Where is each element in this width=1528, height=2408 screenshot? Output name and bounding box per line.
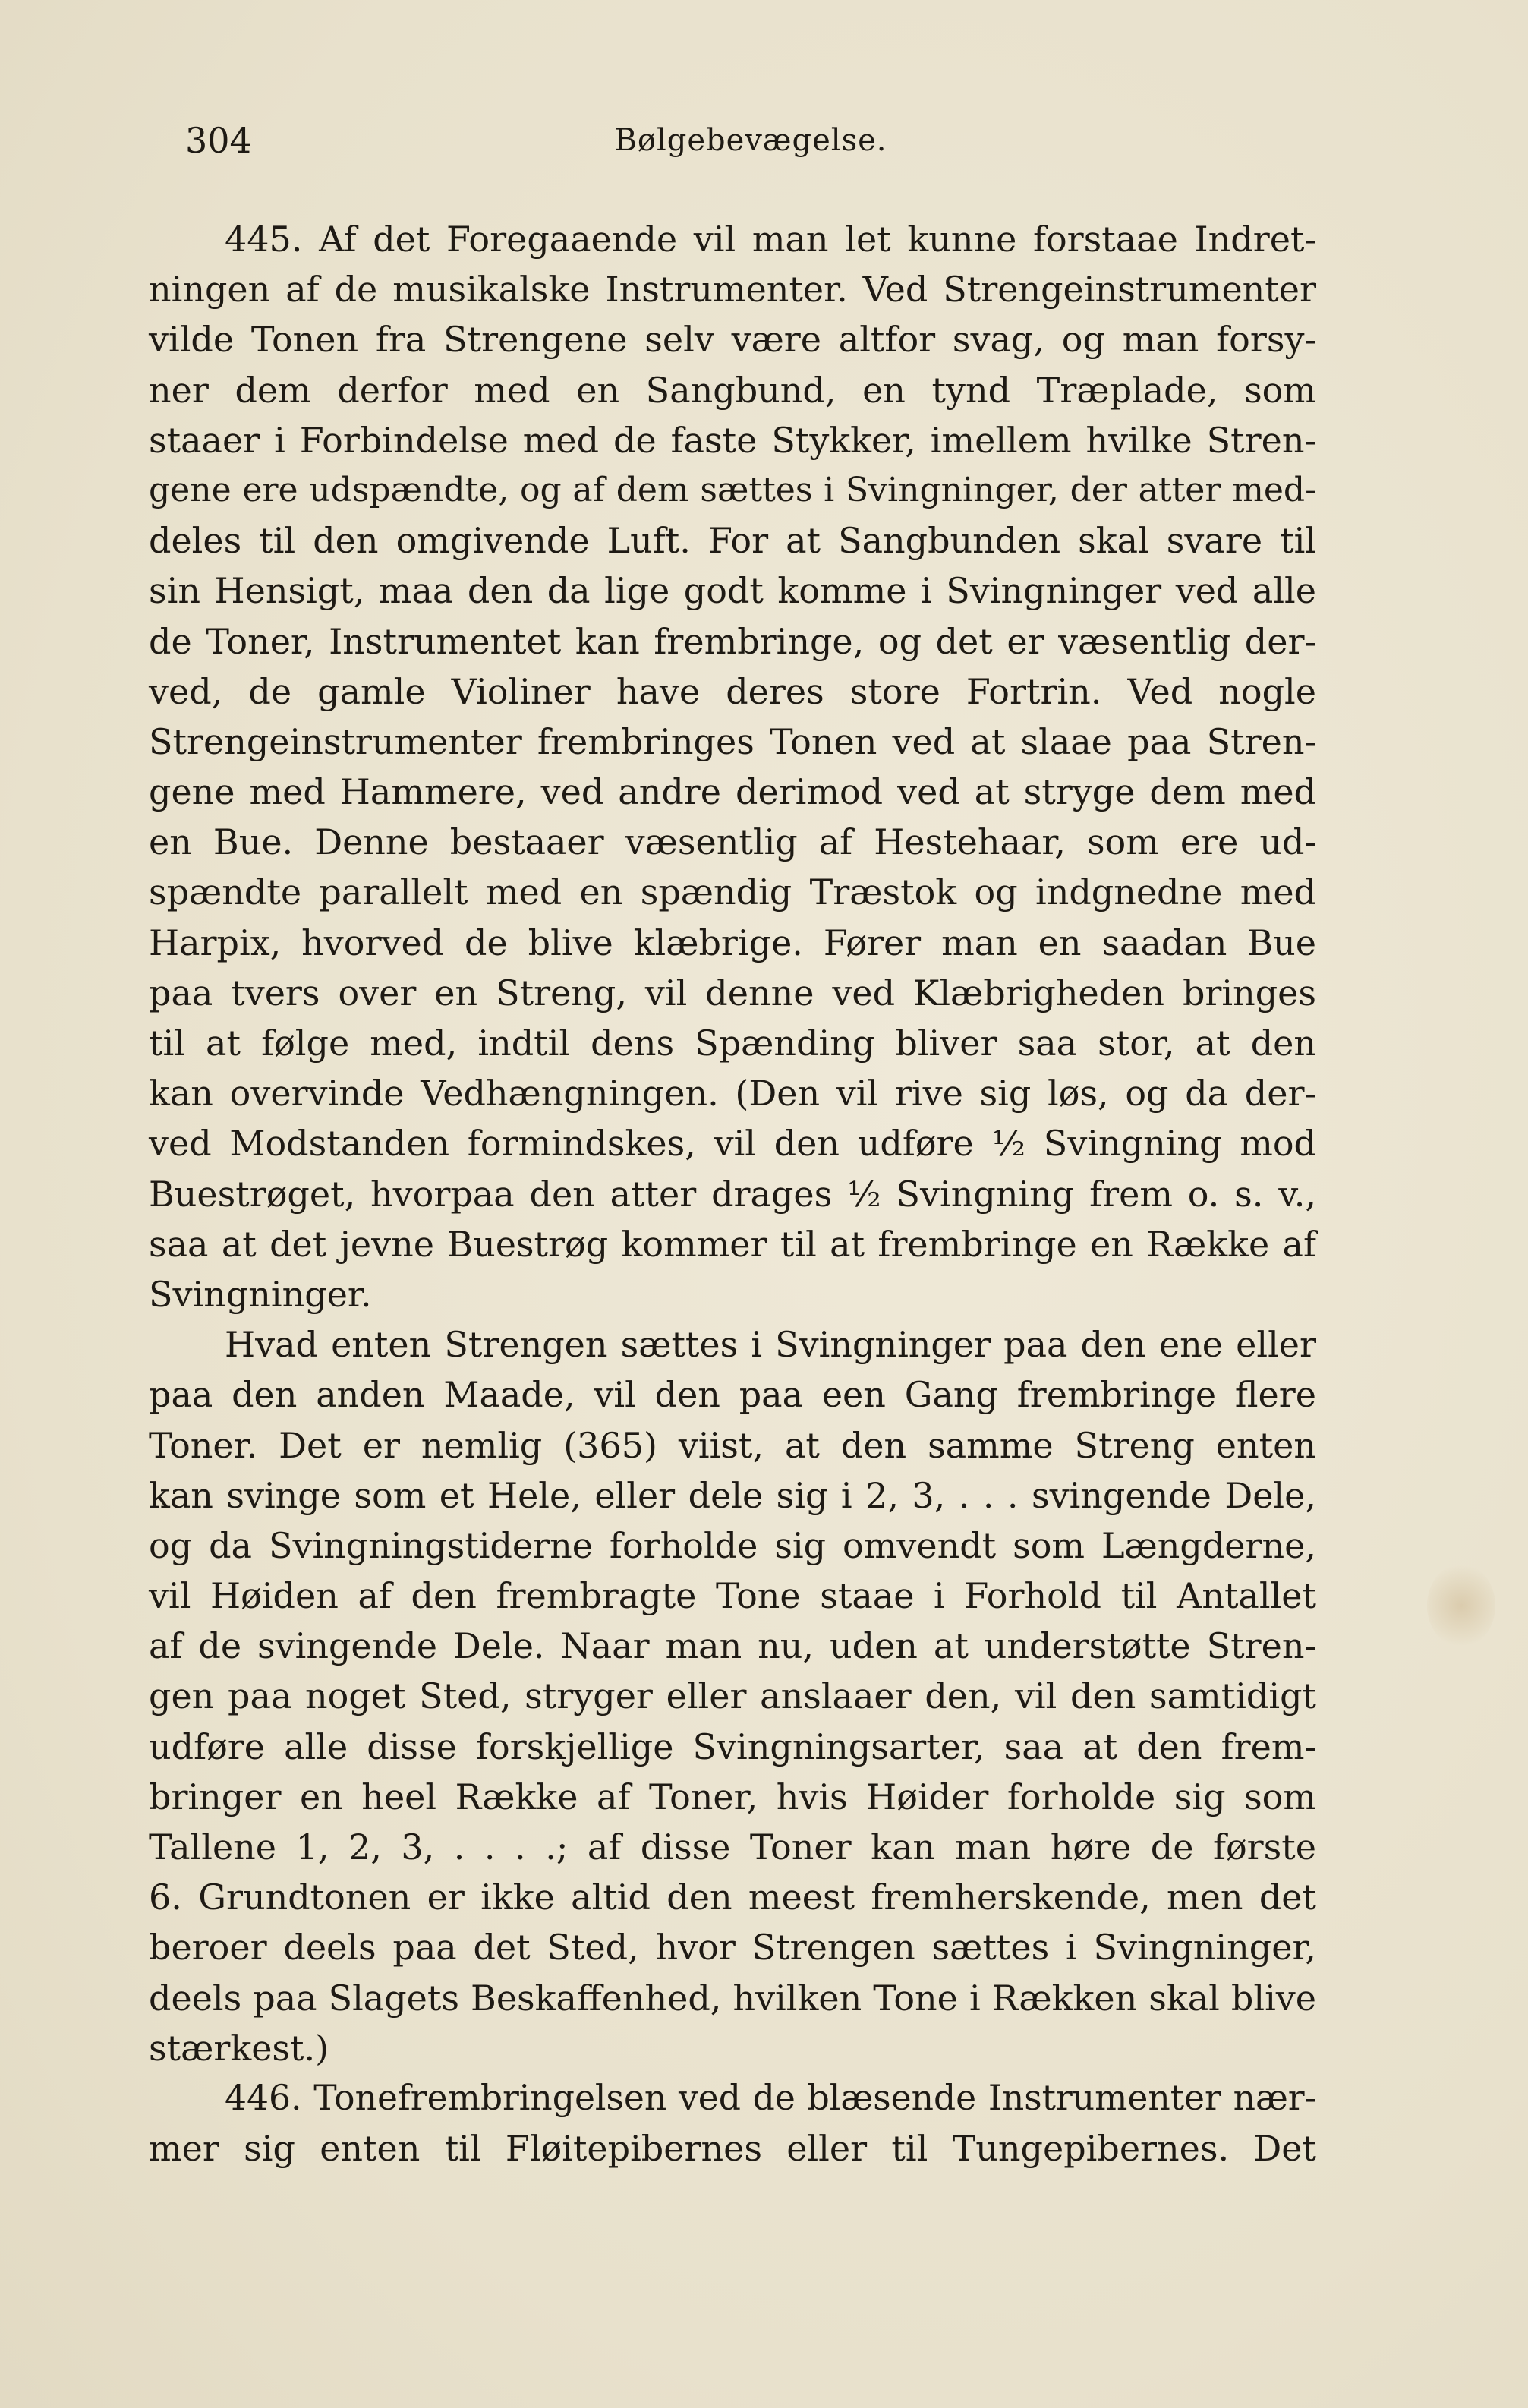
text-line: paa tvers over en Streng, vil denne ved Klæbrigheden bringes: [149, 972, 1316, 1013]
text-line: Strengeinstrumenter frembringes Tonen ved at slaae paa Stren-: [149, 720, 1316, 762]
page-number: 304: [185, 120, 252, 161]
text-line: ved Modstanden formindskes, vil den udføre ½ Svingning mod: [149, 1123, 1316, 1165]
text-line: stærkest.): [149, 2027, 329, 2069]
text-line: 445. Af det Foregaaende vil man let kunne forstaae Indret-: [225, 219, 1316, 260]
text-line: de Toner, Instrumentet kan frembringe, og det er væsentlig der-: [149, 620, 1316, 662]
text-line: ved, de gamle Violiner have deres store Fortrin. Ved nogle: [149, 670, 1316, 712]
text-line: staaer i Forbindelse med de faste Stykker, imellem hvilke Stren-: [149, 419, 1316, 461]
text-line: spændte parallelt med en spændig Træstok og indgnedne med: [149, 871, 1316, 913]
text-line: og da Svingningstiderne forholde sig omvendt som Længderne,: [149, 1524, 1316, 1566]
text-line: Svingninger.: [149, 1273, 372, 1315]
text-line: vil Høiden af den frembragte Tone staae i Forhold til Antallet: [149, 1575, 1316, 1617]
text-line: Harpix, hvorved de blive klæbrige. Fører man en saadan Bue: [149, 922, 1316, 963]
text-line: sin Hensigt, maa den da lige godt komme i Svingninger ved alle: [149, 570, 1316, 612]
text-line: gene med Hammere, ved andre derimod ved at stryge dem med: [149, 771, 1316, 813]
text-line: kan overvinde Vedhængningen. (Den vil rive sig løs, og da der-: [149, 1073, 1316, 1114]
text-line: Toner. Det er nemlig (365) viist, at den samme Streng enten: [149, 1424, 1316, 1466]
text-line: deles til den omgivende Luft. For at Sangbunden skal svare til: [149, 520, 1316, 562]
text-line: udføre alle disse forskjellige Svingningsarter, saa at den frem-: [149, 1726, 1316, 1767]
text-line: 446. Tonefrembringelsen ved de blæsende Instrumenter nær-: [225, 2077, 1316, 2118]
text-line: Tallene 1, 2, 3, . . . .; af disse Toner kan man høre de første: [149, 1826, 1316, 1867]
text-line: 6. Grundtonen er ikke altid den meest fremherskende, men det: [149, 1877, 1316, 1918]
text-line: til at følge med, indtil dens Spænding bliver saa stor, at den: [149, 1023, 1316, 1064]
text-line: saa at det jevne Buestrøg kommer til at frembringe en Række af: [149, 1223, 1316, 1265]
page-header: [185, 120, 1316, 165]
text-line: deels paa Slagets Beskaffenhed, hvilken Tone i Rækken skal blive: [149, 1977, 1316, 2019]
body-text: [149, 214, 1316, 2173]
text-line: ningen af de musikalske Instrumenter. Ved Strengeinstrumenter: [149, 269, 1316, 310]
running-head: Bølgebevægelse.: [614, 123, 887, 158]
text-line: af de svingende Dele. Naar man nu, uden at understøtte Stren-: [149, 1625, 1316, 1667]
text-line: paa den anden Maade, vil den paa een Gang frembringe flere: [149, 1374, 1316, 1416]
text-line: Hvad enten Strengen sættes i Svingninger paa den ene eller: [225, 1324, 1316, 1366]
text-line: vilde Tonen fra Strengene selv være altfor svag, og man forsy-: [149, 319, 1316, 361]
text-line: gene ere udspændte, og af dem sættes i Svingninger, der atter med-: [149, 470, 1316, 509]
text-line: beroer deels paa det Sted, hvor Strengen sættes i Svingninger,: [149, 1927, 1316, 1968]
foxing-stain: [1427, 1564, 1495, 1647]
text-line: en Bue. Denne bestaaer væsentlig af Hestehaar, som ere ud-: [149, 821, 1316, 863]
text-line: Buestrøget, hvorpaa den atter drages ½ Svingning frem o. s. v.,: [149, 1173, 1316, 1215]
text-line: mer sig enten til Fløitepibernes eller til Tungepibernes. Det: [149, 2128, 1316, 2170]
text-line: bringer en heel Række af Toner, hvis Høider forholde sig som: [149, 1776, 1316, 1817]
text-line: kan svinge som et Hele, eller dele sig i 2, 3, . . . svingende Dele,: [149, 1474, 1316, 1516]
text-line: gen paa noget Sted, stryger eller anslaaer den, vil den samtidigt: [149, 1675, 1316, 1717]
text-line: ner dem derfor med en Sangbund, en tynd Træplade, som: [149, 369, 1316, 411]
